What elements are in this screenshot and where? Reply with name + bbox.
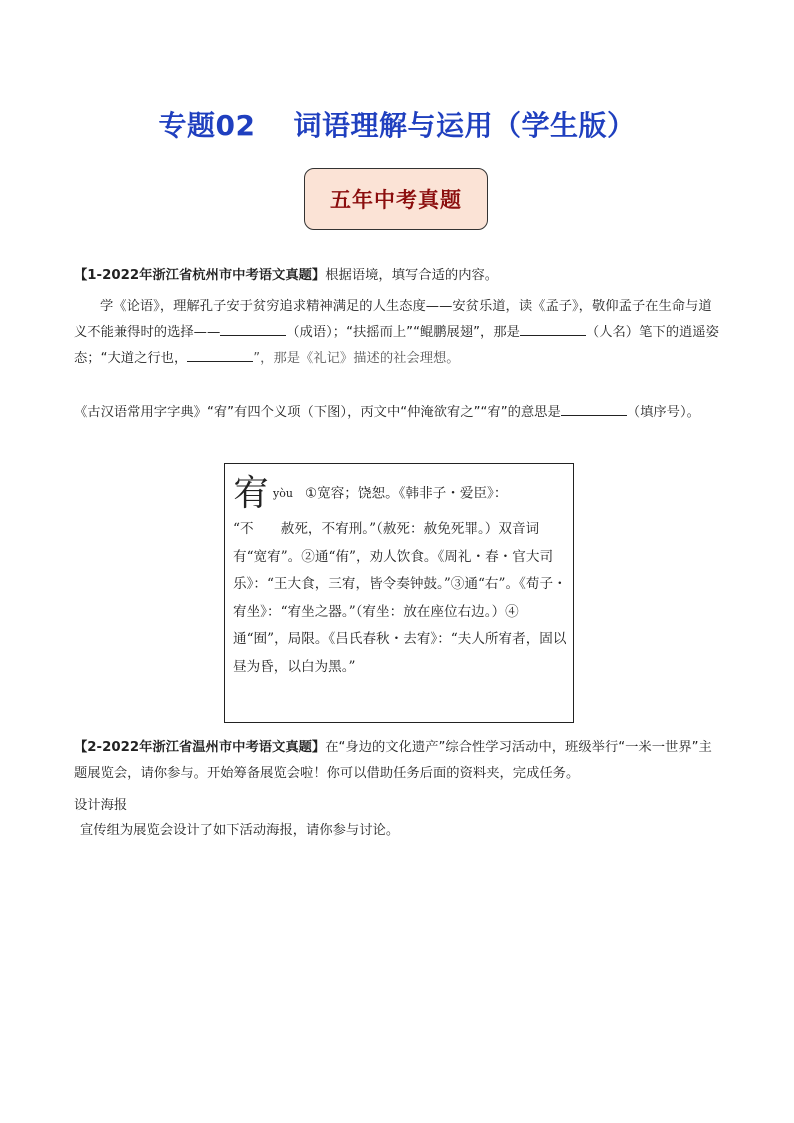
q1-paragraph-1 <box>74 294 724 372</box>
page-title <box>0 104 794 144</box>
q1-paragraph-2 <box>74 400 724 426</box>
q2-text: 在“身边的文化遗产”综合性学习活动中，班级举行“一米一世界”主题展览会，请你参与。开始筹备展览会啦！你可以借助任务后面的资料夹，完成任务。 <box>74 740 712 781</box>
dictionary-entry-image <box>224 463 574 723</box>
q1-heading <box>74 263 724 289</box>
answer-blank-4[interactable] <box>561 401 627 416</box>
section-badge <box>304 168 488 230</box>
dict-sense-1-intro: ①宽容；饶恕。《韩非子・爱臣》： <box>304 485 508 502</box>
dict-first-line <box>233 474 567 514</box>
section-badge-label: 五年中考真题 <box>330 187 462 212</box>
title-text: 词语理解与运用（学生版） <box>293 109 636 142</box>
q1-tag: 【1-2022年浙江省杭州市中考语文真题】 <box>74 268 326 283</box>
q1-p2-text-a: 《古汉语常用字字典》“宥”有四个义项（下图），丙文中“仲淹欲宥之”“宥”的意思是 <box>74 405 561 420</box>
answer-blank-1[interactable] <box>220 321 286 336</box>
q1-prompt: 根据语境，填写合适的内容。 <box>325 268 499 283</box>
q1-p1-text-b: （成语）；“扶摇而上”“鲲鹏展翅”，那是 <box>286 325 520 340</box>
q2-description: 宣传组为展览会设计了如下活动海报，请你参与讨论。 <box>80 823 400 838</box>
answer-blank-3[interactable] <box>187 347 253 362</box>
dict-body: “不 赦死，不宥刑。”（赦死：赦免死罪。）双音词有“宽宥”。②通“侑”，劝人饮食。《周礼・春・官大司乐》：“王大食，三宥，皆令奏钟鼓。”③通“右”。《荀子・宥坐》：“宥坐之器。”（宥坐：放在座位右边。）④通“囿”，局限。《吕氏春秋・去宥》：“夫人所宥者，固以昼为昏，以白为黑。” <box>233 521 567 675</box>
q1-p1-text-d: ”，那是《礼记》描述的社会理想。 <box>253 351 460 366</box>
q1-p1-text-c: （人名）笔下的逍遥姿态；“大道之行也， <box>74 325 719 366</box>
dict-head-char: 宥 <box>233 473 270 514</box>
q2-paragraph <box>74 735 724 787</box>
q1-p1-text-a: 学《论语》，理解孔子安于贫穷追求精神满足的人生态度——安贫乐道，读《孟子》，敬仰孟子在生命与道义不能兼得时的选择—— <box>74 299 712 340</box>
q2-subhead: 设计海报 <box>74 798 128 813</box>
q2-tag: 【2-2022年浙江省温州市中考语文真题】 <box>74 740 326 755</box>
answer-blank-2[interactable] <box>520 321 586 336</box>
dict-pinyin: yòu <box>273 487 293 501</box>
q1-p2-text-b: （填序号）。 <box>626 405 700 420</box>
title-number: 专题02 <box>158 109 256 142</box>
